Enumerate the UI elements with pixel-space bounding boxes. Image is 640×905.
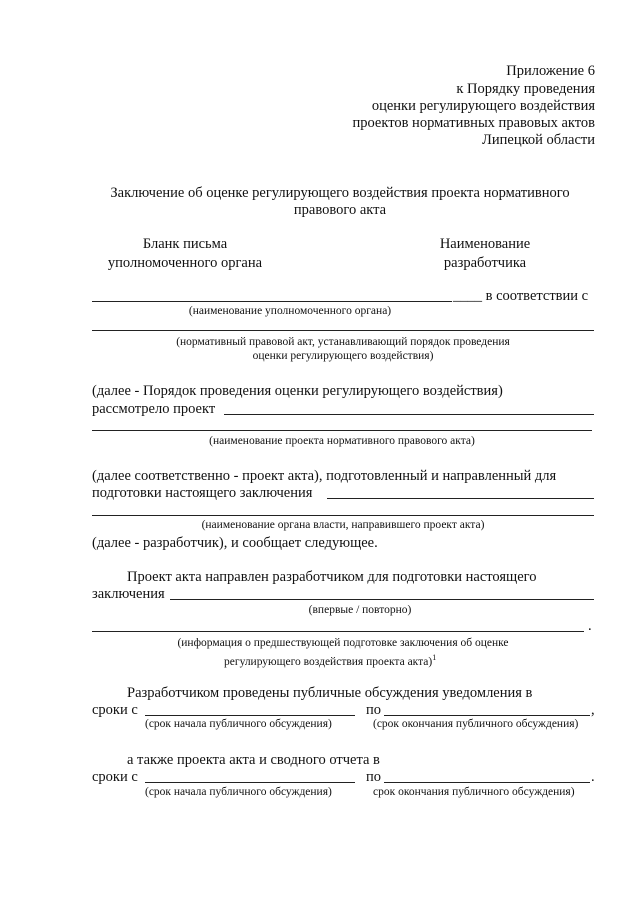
appendix-line-5: Липецкой области [482,132,595,148]
dates-to-2: по [366,769,382,785]
caption-sender: (наименование органа власти, направившего проект акта) [201,519,485,531]
caption-end-date: (срок окончания публичного обсуждения) [373,718,579,730]
discussion-end-date-field[interactable] [384,715,590,716]
sender-field-2[interactable] [92,515,594,516]
caption-project-name: (наименование проекта нормативного правового акта) [209,435,475,447]
project-discussion-start-date-field[interactable] [145,782,355,783]
dates-to: по [366,702,382,718]
end-mark: . [591,769,595,785]
project-discussion-end-date-field[interactable] [384,782,590,783]
hereinafter-project-line-2: подготовки настоящего заключения [92,485,313,501]
document-title-line-1: Заключение об оценке регулирующего воздействия проекта нормативного [110,185,570,201]
comma-mark: , [591,702,595,718]
caption-normative-act-2: оценки регулирующего воздействия) [252,350,434,362]
appendix-line-2: к Порядку проведения [456,81,595,97]
document-title-line-2: правового акта [293,202,387,218]
dates-prefix-2: сроки с [92,769,138,785]
hereinafter-project-line-1: (далее соответственно - проект акта), подготовленный и направленный для [92,468,557,484]
project-name-field-2[interactable] [92,430,592,431]
dates-prefix: сроки с [92,702,138,718]
normative-act-field[interactable] [92,330,594,331]
appendix-line-1: Приложение 6 [506,63,595,79]
caption-prior-info-2: регулирующего воздействия проекта акта)$^1$ [224,653,437,668]
caption-first-repeat: (впервые / повторно) [308,604,412,616]
hereinafter-developer-text: (далее - разработчик), и сообщает следующее. [92,535,378,551]
reviewed-project-text: рассмотрело проект [92,401,216,417]
first-repeat-field[interactable] [170,599,594,600]
period-mark: . [588,618,592,634]
caption-start-date: (срок начала публичного обсуждения) [145,718,332,730]
caption-authorized-body: (наименование уполномоченного органа) [188,305,392,317]
prior-info-field[interactable] [92,631,584,632]
letterhead-label-1: Бланк письма [142,236,228,252]
sent-paragraph-line-1: Проект акта направлен разработчиком для подготовки настоящего [127,569,537,585]
footnote-mark: 1 [432,653,437,662]
sender-field-1[interactable] [327,498,594,499]
letterhead-label-2: уполномоченного органа [107,255,263,271]
caption-normative-act-1: (нормативный правовой акт, устанавливающий порядок проведения [176,336,510,348]
project-name-field-1[interactable] [224,414,594,415]
discussion-paragraph-1: Разработчиком проведены публичные обсуждения уведомления в [127,685,533,701]
hereinafter-order-text: (далее - Порядок проведения оценки регулирующего воздействия) [92,383,503,399]
caption-start-date-2: (срок начала публичного обсуждения) [145,786,332,798]
discussion-paragraph-2: а также проекта акта и сводного отчета в [127,752,380,768]
developer-label-1: Наименование [439,236,531,252]
authorized-body-field[interactable] [92,301,452,302]
caption-prior-info-1: (информация о предшествующей подготовке заключения об оценке [177,637,509,649]
caption-end-date-2: срок окончания публичного обсуждения) [373,786,575,798]
appendix-line-4: проектов нормативных правовых актов [352,115,595,131]
discussion-start-date-field[interactable] [145,715,355,716]
developer-label-2: разработчика [443,255,527,271]
appendix-line-3: оценки регулирующего воздействия [371,98,595,114]
in-accordance-text: ____ в соответствии с [453,288,589,304]
sent-paragraph-line-2: заключения [92,586,165,602]
